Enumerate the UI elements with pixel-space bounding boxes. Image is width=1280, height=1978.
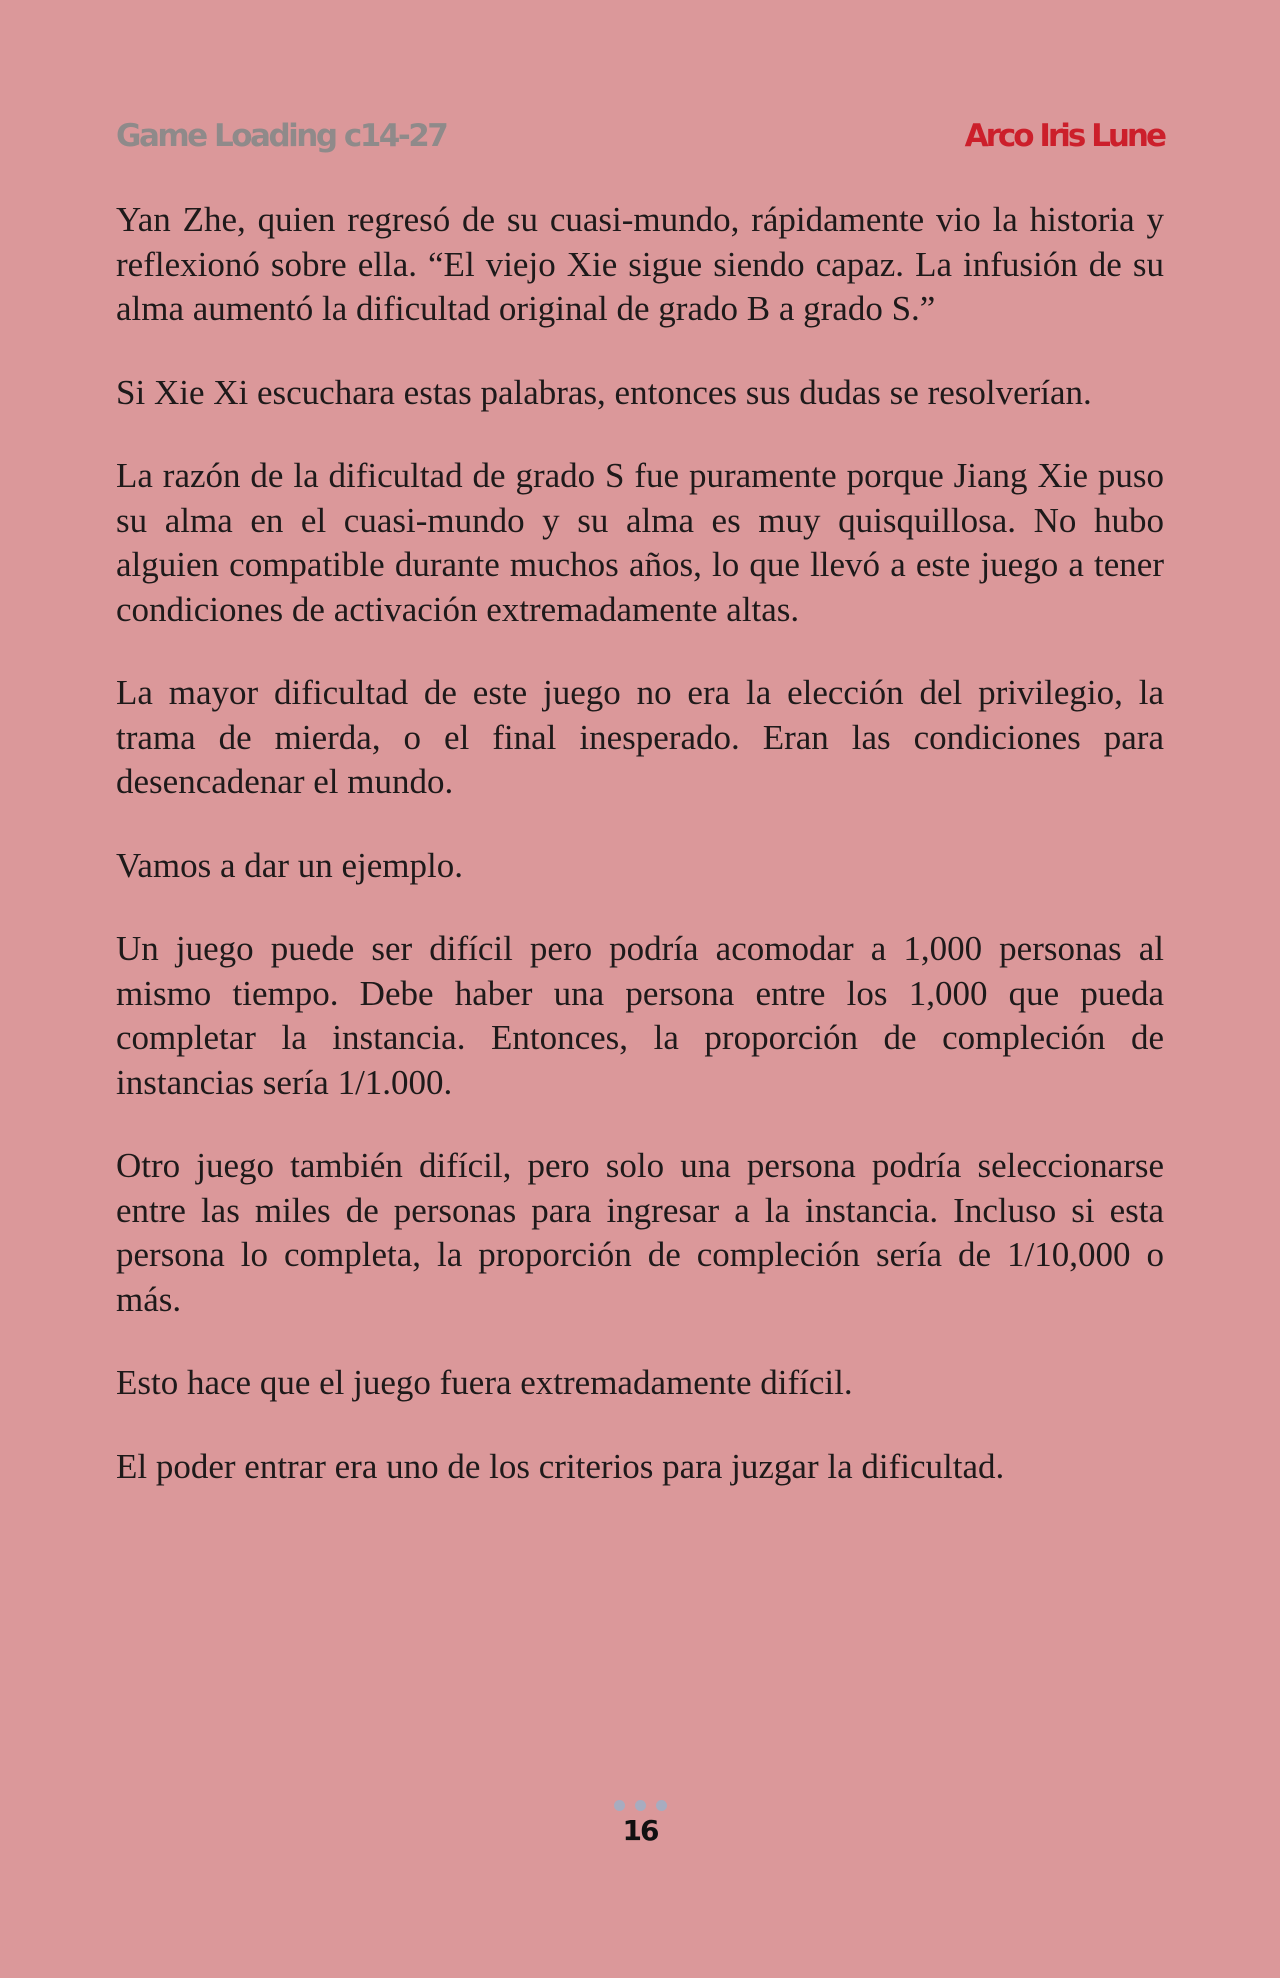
paragraph: La razón de la dificultad de grado S fue puramente porque Jiang Xie puso su alma en el cuasi-mundo y su alma es muy quisquillosa. No hubo alguien compatible durante muchos años, lo que llevó a este juego a tener condiciones de activación extremadamente altas. [116,456,1164,629]
dot-icon [635,1800,646,1811]
decorative-dots-icon [0,1800,1280,1814]
paragraph: Si Xie Xi escuchara estas palabras, entonces sus dudas se resolverían. [116,372,1092,412]
header-translator-name: Arco Iris Lune [964,118,1164,154]
dot-icon [614,1800,625,1811]
page-body [116,198,1164,1528]
paragraph: Otro juego también difícil, pero solo una persona podría seleccionarse entre las miles de personas para ingresar a la instancia. Incluso si esta persona lo completa, la proporción de compleción sería de 1/10,000 o más. [116,1146,1164,1319]
dot-icon [656,1800,667,1811]
paragraph: La mayor dificultad de este juego no era la elección del privilegio, la trama de mierda, o el final inesperado. Eran las condiciones para desencadenar el mundo. [116,673,1164,801]
paragraph: Yan Zhe, quien regresó de su cuasi-mundo, rápidamente vio la historia y reflexionó sobre ella. “El viejo Xie sigue siendo capaz. La infusión de su alma aumentó la dificultad original de grado B a grado S.” [116,200,1164,328]
header-book-title: Game Loading c14-27 [116,118,447,154]
paragraph: Un juego puede ser difícil pero podría acomodar a 1,000 personas al mismo tiempo. Debe haber una persona entre los 1,000 que pueda completar la instancia. Entonces, la proporción de compleción de instancias sería 1/1.000. [116,929,1164,1102]
paragraph: El poder entrar era uno de los criterios para juzgar la dificultad. [116,1446,1005,1486]
page-number: 16 [622,1814,658,1847]
paragraph: Esto hace que el juego fuera extremadamente difícil. [116,1363,853,1402]
paragraph: Vamos a dar un ejemplo. [116,845,463,885]
page-header [116,118,1164,164]
page-footer [0,1800,1280,1847]
